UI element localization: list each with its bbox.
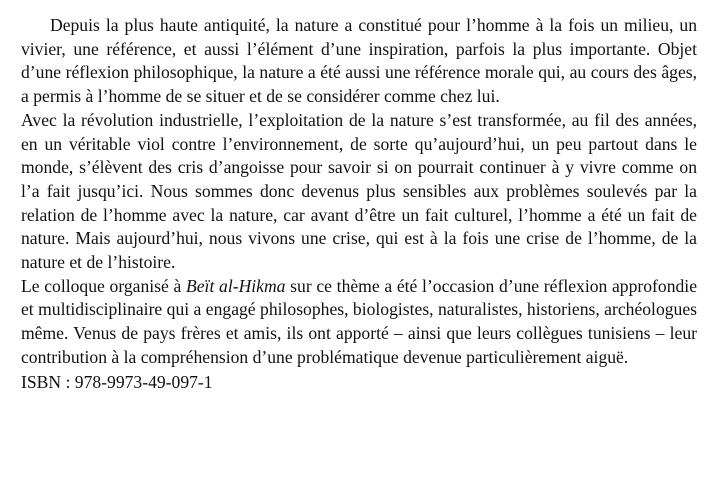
institution-name: Beït al-Hikma xyxy=(186,275,286,296)
paragraph-colloquium xyxy=(21,275,697,370)
document-body xyxy=(21,14,697,394)
colloquium-text-before: Le colloque organisé à xyxy=(21,275,186,296)
paragraph-antiquity: Depuis la plus haute antiquité, la nature a constitué pour l’homme à la fois un milieu, un vivier, une référence, et aussi l’élément d’une inspiration, parfois la plus importante. Objet d’une réflexion philosophique, la nature a été aussi une référence morale qui, au cours des âges, a permis à l’homme de se situer et de se considérer comme chez lui. xyxy=(21,15,697,107)
paragraph-industrial-revolution: Avec la révolution industrielle, l’exploitation de la nature s’est transformée, au fil des années, en un véritable viol contre l’environnement, de sorte qu’aujourd’hui, un peu partout dans le monde, s’élèvent des cris d’angoisse pour savoir si on pourrait continuer à y vivre comme on l’a fait jusqu’ici. Nous sommes donc devenus plus sensibles aux problèmes soulevés par la relation de l’homme avec la nature, car avant d’être un fait culturel, l’homme a été un fait de nature. Mais aujourd’hui, nous vivons une crise, qui est à la fois une crise de l’homme, de la nature et de l’histoire. xyxy=(21,109,697,273)
colloquium-text-after: sur ce thème a été l’occasion d’une réflexion approfondie et multidisciplinaire qui a engagé philosophes, biologistes, naturalistes, historiens, archéologues même. Venus de pays frères et amis, ils ont apporté – ainsi que leurs collègues tunisiens – leur contribution à la compréhension d’une problématique devenue particulièrement aiguë. xyxy=(21,275,698,367)
isbn-line: ISBN : 978-9973-49-097-1 xyxy=(21,371,213,392)
